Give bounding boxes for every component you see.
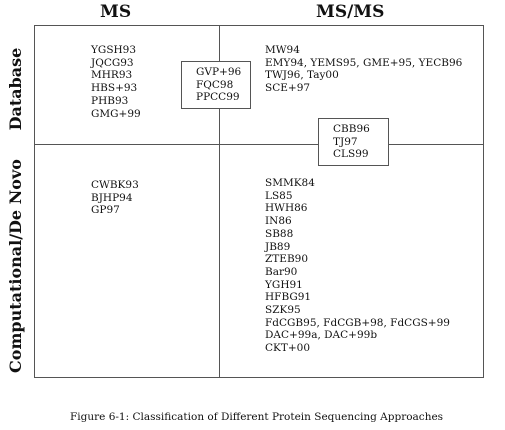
cell-de-novo-msms [265,177,450,355]
box-database-ms-msms-list [196,66,244,104]
box-database-ms-msms [181,61,251,109]
row-header-de-novo: Computational/De Novo [6,159,25,373]
reference-entry: EMY94, YEMS95, GME+95, YECB96 [265,56,463,69]
reference-entry: YGSH93 [91,44,137,56]
reference-entry: FQC98 [196,78,234,91]
reference-entry: MW94 [265,44,300,56]
reference-entry: JB89 [265,240,291,253]
reference-entry: FdCGB95, FdCGB+98, FdCGS+99 [265,316,450,329]
reference-entry: MHR93 [91,69,133,82]
cell-database-ms [91,44,141,120]
reference-entry: IN86 [265,215,292,228]
reference-entry: HFBG91 [265,291,312,304]
column-header-ms: MS [100,2,132,22]
reference-entry: SZK95 [265,304,301,317]
reference-entry: GVP+96 [196,66,242,78]
reference-entry: HBS+93 [91,82,138,95]
reference-entry: HWH86 [265,202,308,215]
reference-entry: BJHP94 [91,191,133,204]
reference-entry: GMG+99 [91,107,141,120]
reference-entry: CKT+00 [265,342,311,355]
figure-caption: Figure 6-1: Classification of Different Protein Sequencing Approaches [70,411,444,423]
reference-entry: CLS99 [333,148,369,161]
box-msms-database-denovo [318,118,389,166]
reference-entry: SB88 [265,227,294,240]
reference-entry: YGH91 [265,278,303,291]
reference-entry: CBB96 [333,123,370,135]
box-msms-database-denovo-list [333,123,382,161]
cell-de-novo-ms [91,179,139,217]
grid-horizontal-divider [34,144,484,145]
reference-entry: PHB93 [91,94,129,107]
reference-entry: ZTEB90 [265,253,309,266]
reference-entry: SMMK84 [265,177,315,189]
reference-entry: Bar90 [265,265,298,278]
reference-entry: PPCC99 [196,91,240,104]
column-header-msms: MS/MS [316,2,385,22]
reference-entry: SCE+97 [265,82,311,95]
reference-entry: JQCG93 [91,56,134,69]
reference-entry: LS85 [265,189,293,202]
reference-entry: CWBK93 [91,179,139,191]
reference-entry: TWJ96, Tay00 [265,69,339,82]
cell-database-msms [265,44,462,95]
reference-entry: GP97 [91,204,120,217]
reference-entry: DAC+99a, DAC+99b [265,329,378,342]
row-header-database: Database [6,47,25,131]
reference-entry: TJ97 [333,135,358,148]
